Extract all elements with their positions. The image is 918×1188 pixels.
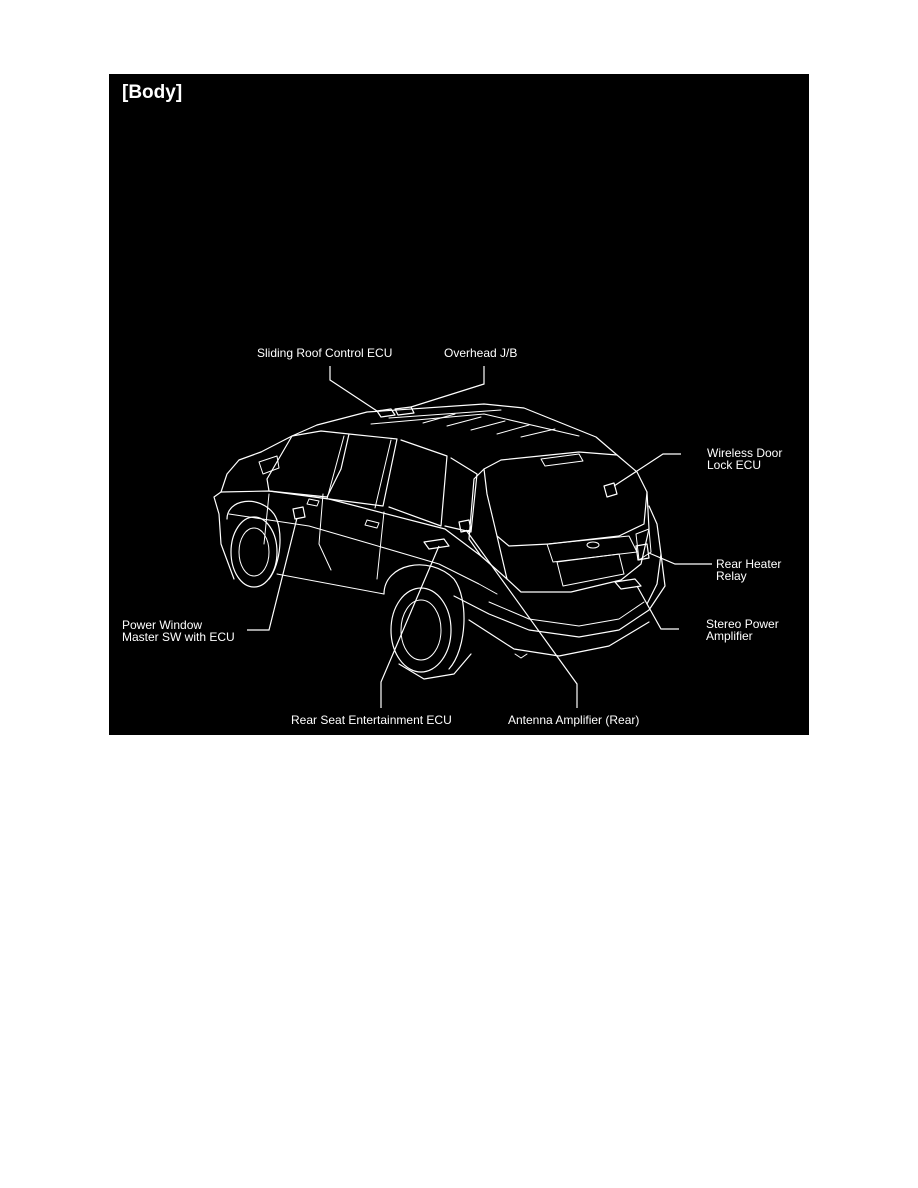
label-rear-seat-entertainment-ecu: Rear Seat Entertainment ECU [291,713,452,727]
suv-outline [214,404,665,679]
label-power-window-master-sw: Power Window Master SW with ECU [122,618,235,644]
diagram-title: [Body] [122,82,183,103]
leader-rear-heater [649,553,712,564]
sliding-roof-ecu-marker [377,409,395,417]
leader-stereo-amp [637,586,679,629]
leader-rear-seat-entertainment [381,546,439,708]
label-overhead-jb: Overhead J/B [444,346,518,360]
power-window-master-sw-marker [293,507,305,519]
body-component-location-diagram [109,74,809,735]
label-sliding-roof-control-ecu: Sliding Roof Control ECU [257,346,393,360]
leader-sliding-roof [330,366,377,411]
leader-wireless-door-lock [614,454,681,486]
label-wireless-door-lock-ecu: Wireless Door Lock ECU [707,446,783,472]
label-rear-heater-relay: Rear Heater Relay [716,557,782,583]
label-antenna-amplifier-rear: Antenna Amplifier (Rear) [508,713,640,727]
leader-overhead-jb [411,366,484,407]
label-stereo-power-amplifier: Stereo Power Amplifier [706,617,779,643]
rear-seat-entertainment-ecu-marker [424,539,449,549]
overhead-jb-marker [395,407,414,415]
